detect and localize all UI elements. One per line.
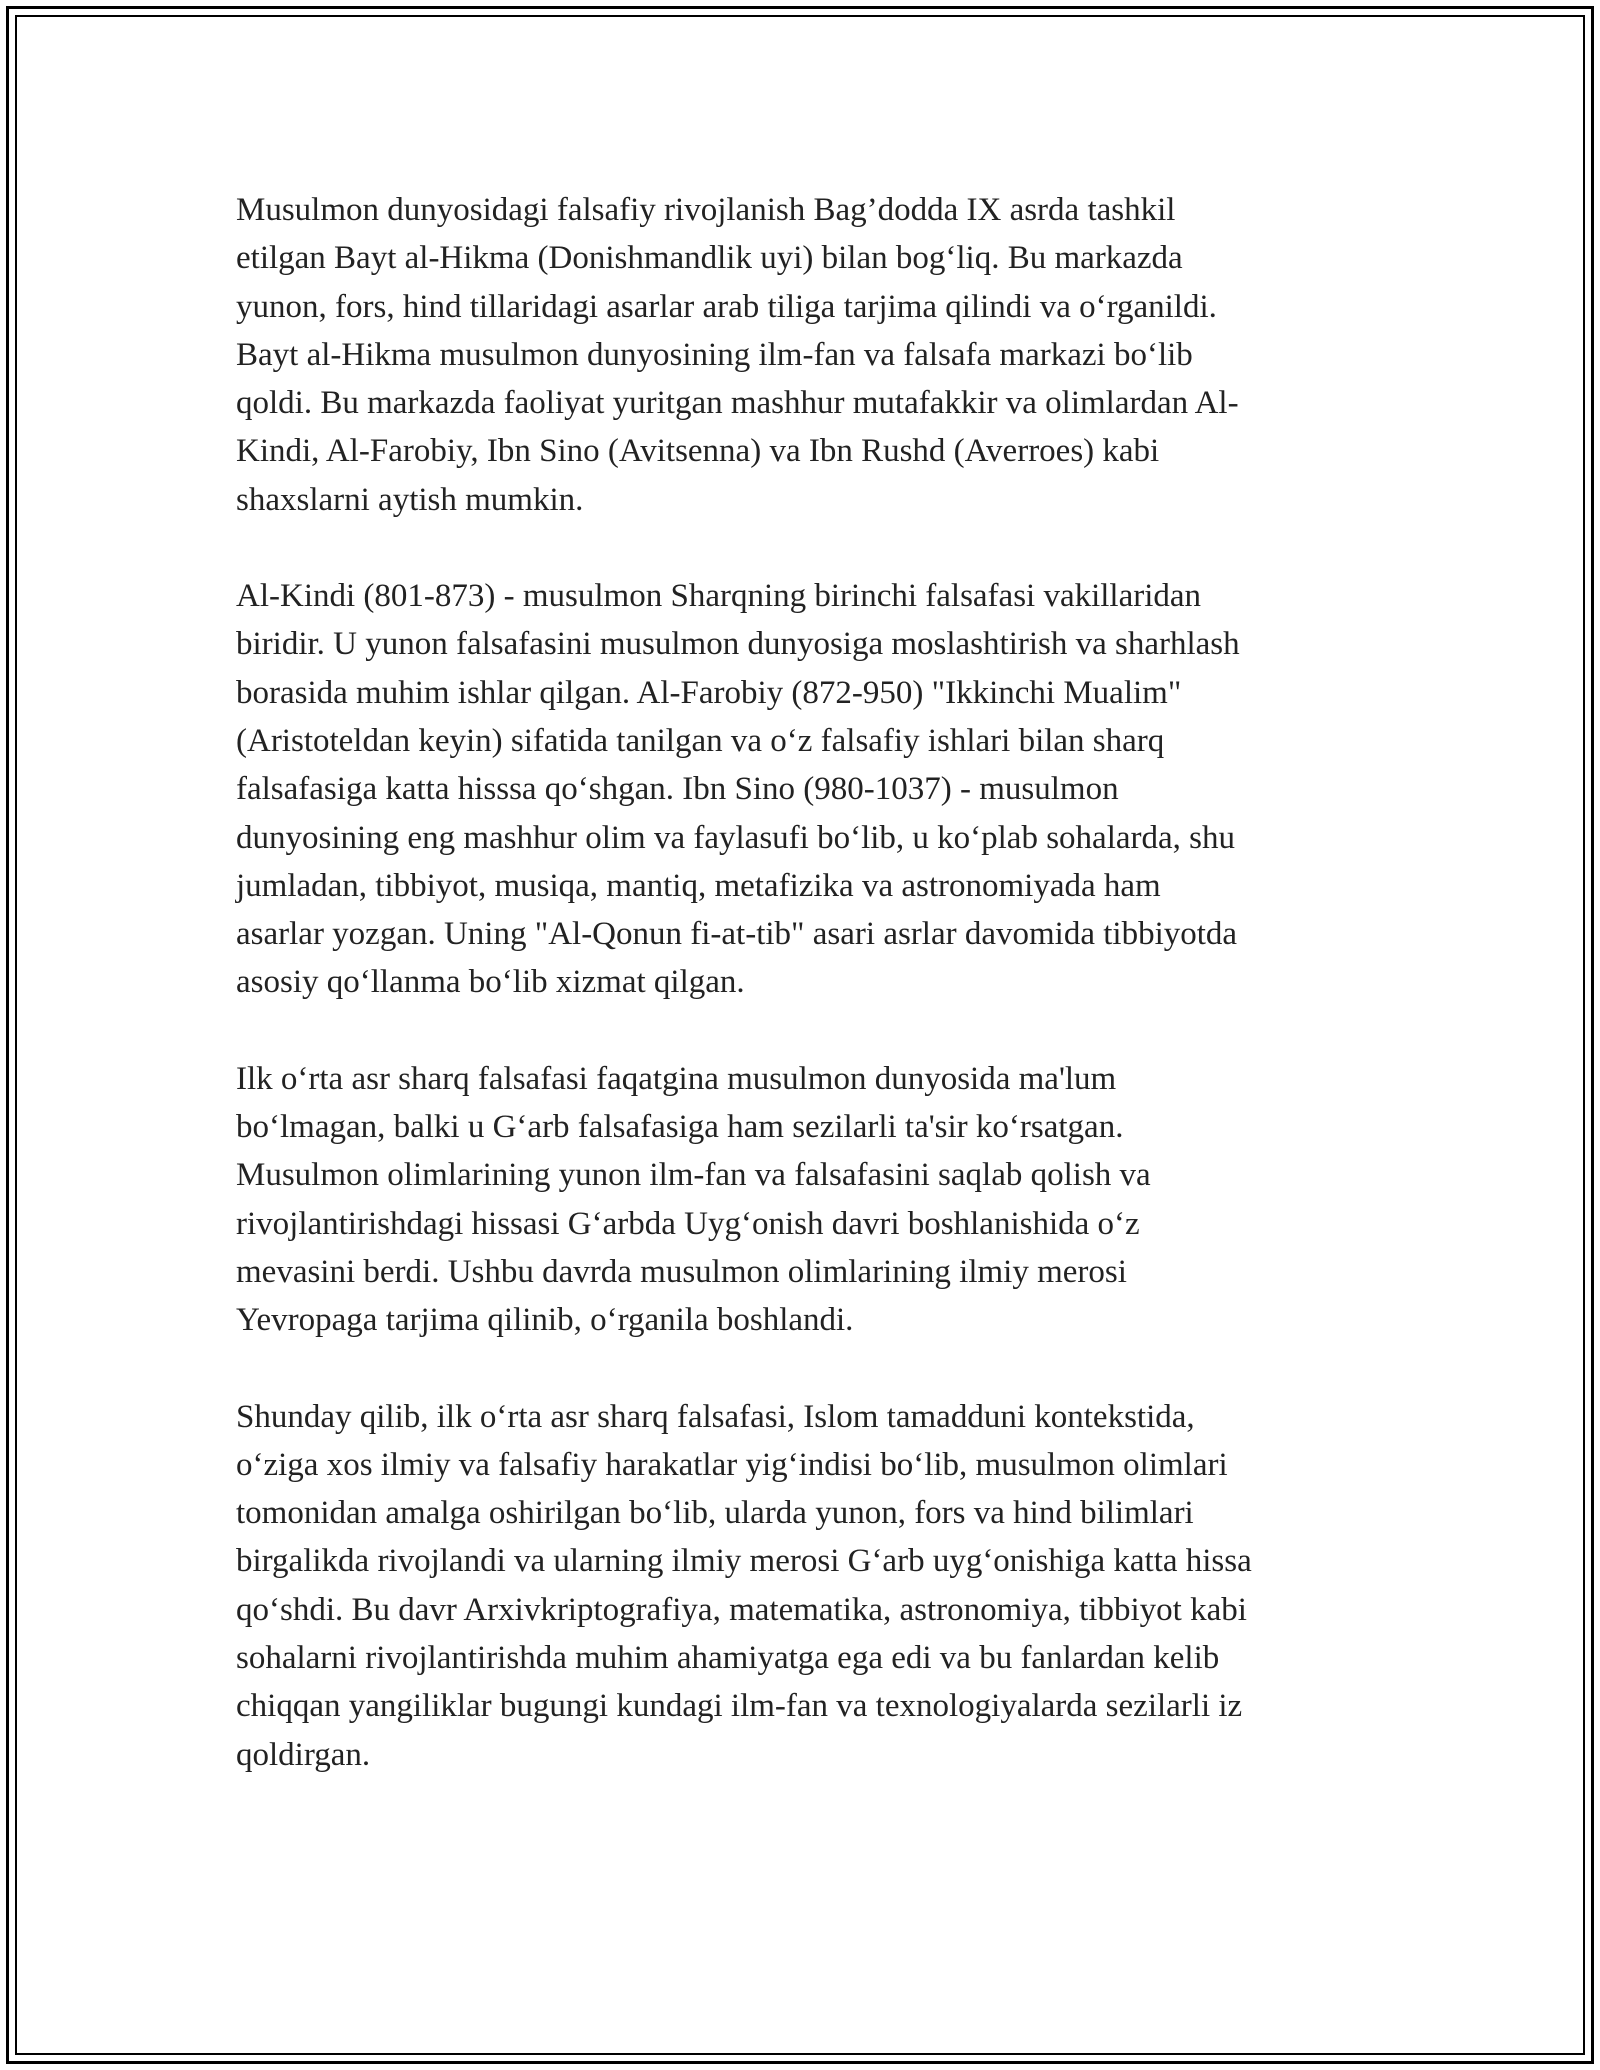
text-line: tomonidan amalga oshirilgan bo‘lib, ularda yunon, fors va hind bilimlari [236,1495,1194,1532]
paragraph-2 [236,572,1376,1007]
text-line: Musulmon dunyosidagi falsafiy rivojlanish Bag’dodda IX asrda tashkil [236,192,1176,228]
text-line: mevasini berdi. Ushbu davrda musulmon olimlarining ilmiy merosi [236,1253,1127,1290]
text-line: asosiy qo‘llanma bo‘lib xizmat qilgan. [236,964,745,1001]
text-line: jumladan, tibbiyot, musiqa, mantiq, metafizika va astronomiyada ham [236,867,1161,904]
text-line: rivojlantirishdagi hissasi G‘arbda Uyg‘onish davri boshlanishida o‘z [236,1205,1140,1242]
text-line: o‘ziga xos ilmiy va falsafiy harakatlar yig‘indisi bo‘lib, musulmon olimlari [236,1446,1228,1483]
text-line: Musulmon olimlarining yunon ilm-fan va falsafasini saqlab qolish va [236,1157,1151,1194]
text-line: bo‘lmagan, balki u G‘arb falsafasiga ham sezilarli ta'sir ko‘rsatgan. [236,1109,1124,1146]
text-line: Ilk o‘rta asr sharq falsafasi faqatgina musulmon dunyosida ma'lum [236,1060,1117,1097]
text-line: Al-Kindi (801-873) - musulmon Sharqning birinchi falsafasi vakillaridan [236,578,1202,615]
text-line: Yevropaga tarjima qilinib, o‘rganila boshlandi. [236,1302,854,1339]
paragraph-3 [236,1055,1376,1345]
text-line: Shunday qilib, ilk o‘rta asr sharq falsafasi, Islom tamadduni kontekstida, [236,1398,1195,1435]
text-line: shaxslarni aytish mumkin. [236,481,584,518]
text-line: sohalarni rivojlantirishda muhim ahamiyatga ega edi va bu fanlardan kelib [236,1640,1220,1677]
text-line: etilgan Bayt al-Hikma (Donishmandlik uyi) bilan bog‘liq. Bu markazda [236,240,1183,277]
text-line: asarlar yozgan. Uning "Al-Qonun fi-at-tib" asari asrlar davomida tibbiyotda [236,916,1238,953]
text-line: borasida muhim ishlar qilgan. Al-Farobiy (872-950) "Ikkinchi Mualim" [236,674,1182,711]
text-line: falsafasiga katta hisssa qo‘shgan. Ibn Sino (980-1037) - musulmon [236,771,1119,808]
text-line: Bayt al-Hikma musulmon dunyosining ilm-fan va falsafa markazi bo‘lib [236,336,1193,373]
text-line: Kindi, Al-Farobiy, Ibn Sino (Avitsenna) va Ibn Rushd (Averroes) kabi [236,433,1160,470]
text-line: birgalikda rivojlandi va ularning ilmiy merosi G‘arb uyg‘onishiga katta hissa [236,1543,1252,1580]
document-body [236,186,1376,1827]
text-line: (Aristoteldan keyin) sifatida tanilgan va o‘z falsafiy ishlari bilan sharq [236,722,1165,759]
paragraph-4 [236,1393,1376,1779]
paragraph-1 [236,186,1376,524]
text-line: dunyosining eng mashhur olim va faylasufi bo‘lib, u ko‘plab sohalarda, shu [236,819,1235,856]
text-line: qo‘shdi. Bu davr Arxivkriptografiya, matematika, astronomiya, tibbiyot kabi [236,1591,1247,1628]
text-line: chiqqan yangiliklar bugungi kundagi ilm-fan va texnologiyalarda sezilarli iz [236,1688,1243,1725]
text-line: biridir. U yunon falsafasini musulmon dunyosiga moslashtirish va sharhlash [236,626,1240,663]
text-line: yunon, fors, hind tillaridagi asarlar arab tiliga tarjima qilindi va o‘rganildi. [236,288,1217,325]
text-line: qoldirgan. [236,1736,371,1773]
text-line: qoldi. Bu markazda faoliyat yuritgan mashhur mutafakkir va olimlardan Al- [236,385,1239,422]
